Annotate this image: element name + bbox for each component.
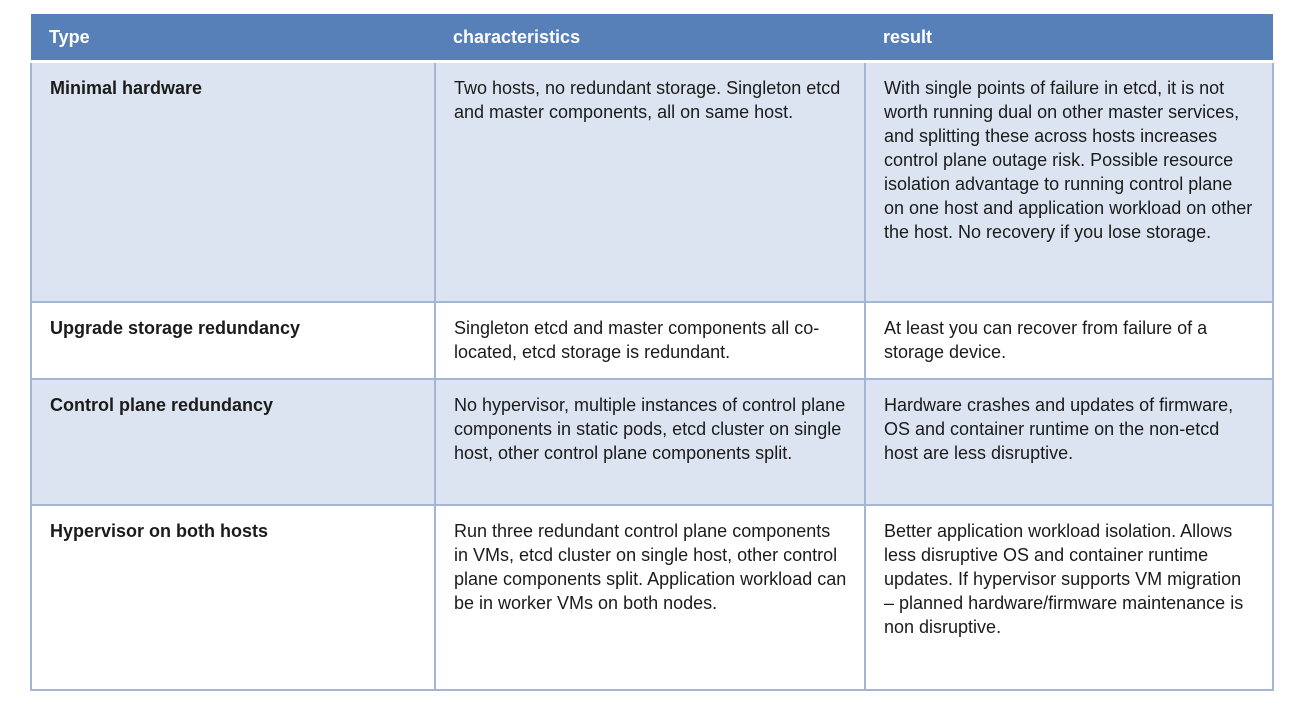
column-header-result: result	[865, 14, 1273, 62]
cell-type: Hypervisor on both hosts	[31, 505, 435, 690]
table-row	[31, 505, 1273, 690]
column-header-characteristics: characteristics	[435, 14, 865, 62]
cell-result: With single points of failure in etcd, it is not worth running dual on other master services, and splitting these across hosts increases control plane outage risk. Possible resource isolation advantage to running control plane on one host and application workload on other the host. No recovery if you lose storage.	[865, 62, 1273, 302]
header-row	[31, 14, 1273, 62]
cell-result: Hardware crashes and updates of firmware, OS and container runtime on the non-etcd host are less disruptive.	[865, 379, 1273, 505]
cell-result: Better application workload isolation. Allows less disruptive OS and container runtime updates. If hypervisor supports VM migration – planned hardware/firmware maintenance is non disruptive.	[865, 505, 1273, 690]
cell-characteristics: Two hosts, no redundant storage. Singleton etcd and master components, all on same host.	[435, 62, 865, 302]
cell-result: At least you can recover from failure of a storage device.	[865, 302, 1273, 379]
cell-type: Control plane redundancy	[31, 379, 435, 505]
table-row	[31, 379, 1273, 505]
comparison-table	[30, 14, 1274, 691]
cell-type: Upgrade storage redundancy	[31, 302, 435, 379]
cell-type: Minimal hardware	[31, 62, 435, 302]
cell-characteristics: Run three redundant control plane components in VMs, etcd cluster on single host, other control plane components split. Application workload can be in worker VMs on both nodes.	[435, 505, 865, 690]
cell-characteristics: Singleton etcd and master components all co-located, etcd storage is redundant.	[435, 302, 865, 379]
cell-characteristics: No hypervisor, multiple instances of control plane components in static pods, etcd cluster on single host, other control plane components split.	[435, 379, 865, 505]
table-row	[31, 302, 1273, 379]
table-body	[31, 62, 1273, 690]
table-row	[31, 62, 1273, 302]
table-header	[31, 14, 1273, 62]
column-header-type: Type	[31, 14, 435, 62]
